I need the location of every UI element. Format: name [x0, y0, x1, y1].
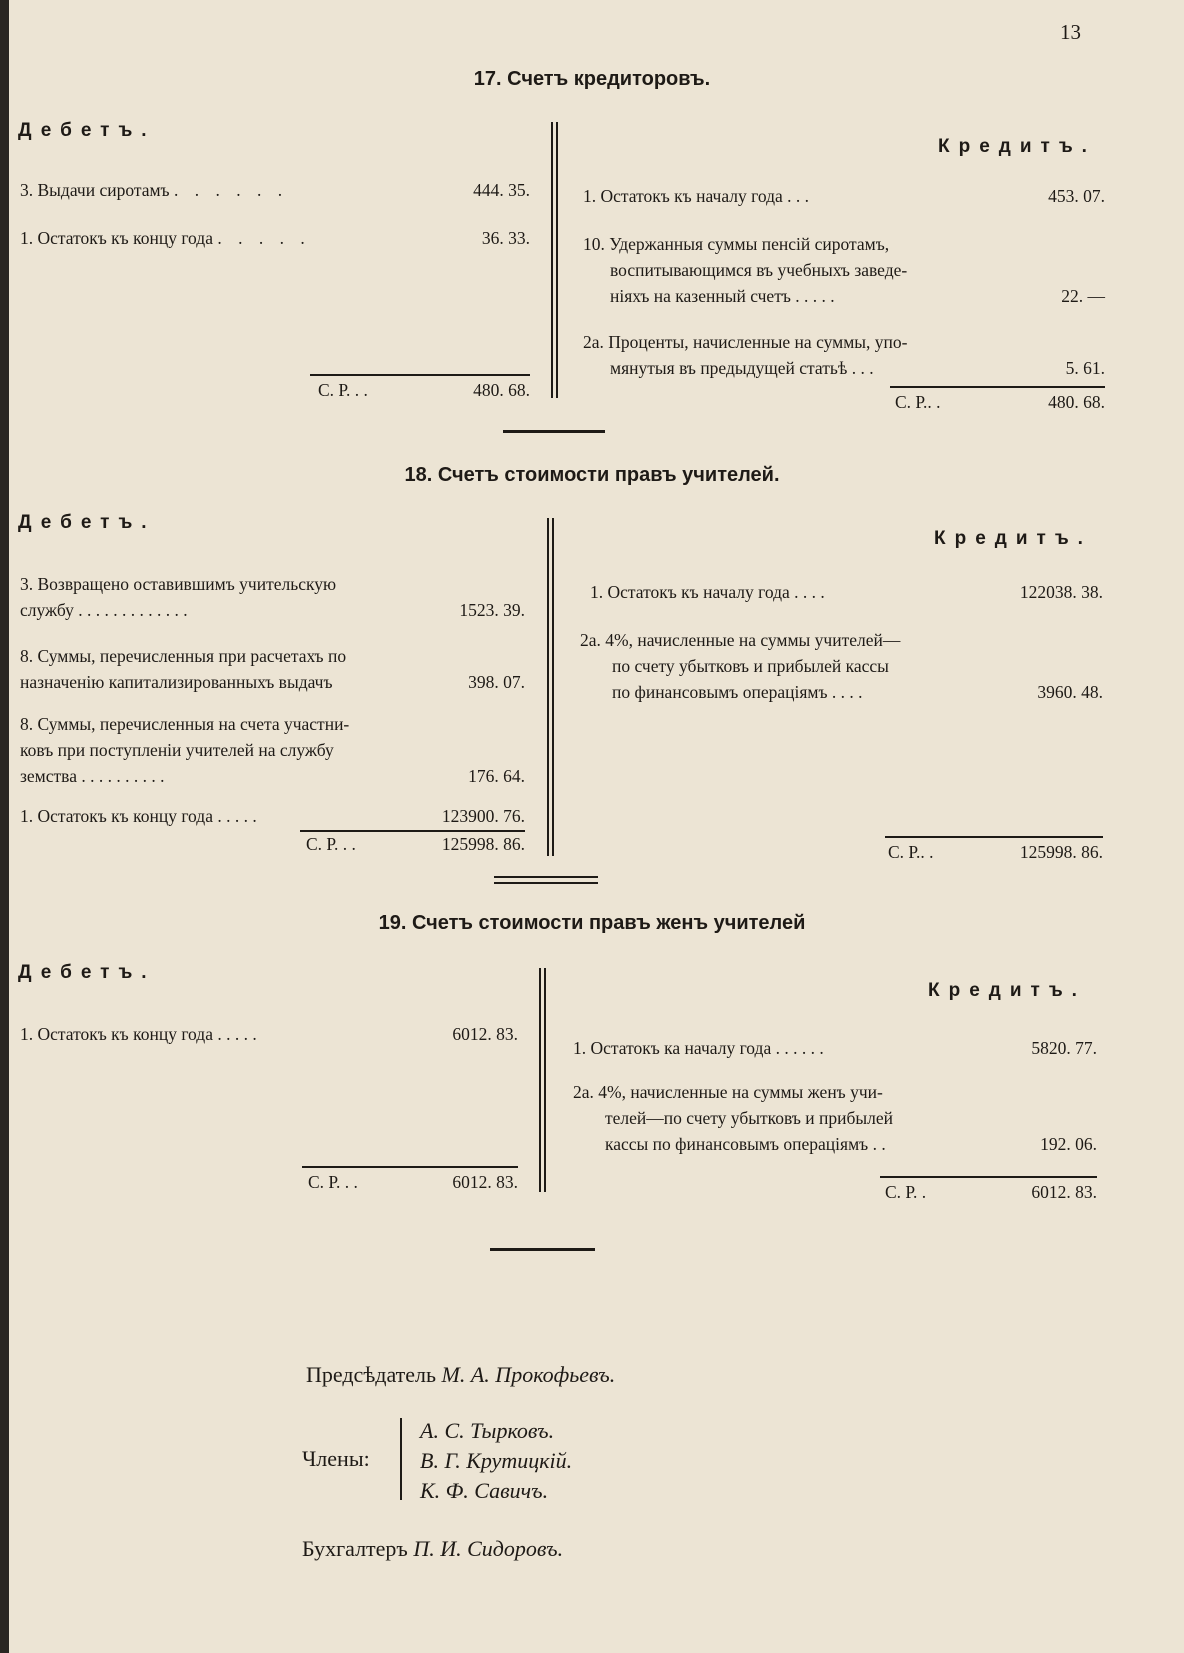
- account-18-debit-head: Дебетъ.: [18, 512, 156, 533]
- account-18-debit-total-rule: [300, 830, 525, 832]
- account-18-credit-total-amount: 125998. 86.: [1019, 842, 1103, 862]
- account-19-credit-amount: 192. 06.: [1040, 1134, 1097, 1154]
- section-separator: [494, 882, 598, 884]
- account-19-title: 19. Счетъ стоимости правъ женъ учителей: [378, 912, 806, 934]
- account-17-debit-total-amount: 480. 68.: [473, 380, 530, 400]
- account-17-credit-line: 10. Удержанныя суммы пенсій сиротамъ,: [583, 234, 890, 254]
- account-17-credit-amount: 453. 07.: [1048, 186, 1105, 206]
- account-17-debit-amount: 36. 33.: [481, 228, 530, 248]
- account-19-debit-amount: 6012. 83.: [452, 1024, 518, 1044]
- account-18-debit-line: ковъ при поступленіи учителей на службу: [20, 740, 334, 760]
- accountant-name: П. И. Сидоровъ.: [413, 1536, 564, 1561]
- accountant-signature: [302, 1536, 563, 1562]
- account-19-column-divider: [544, 968, 546, 1192]
- account-19-debit-line: 1. Остатокъ къ концу года . . . . .: [20, 1024, 257, 1044]
- account-17-debit-head: Дебетъ.: [18, 120, 156, 141]
- account-17-debit-total-label: С. Р. . .: [318, 380, 368, 400]
- account-19-credit-total-rule: [880, 1176, 1097, 1178]
- account-19-credit-line: телей—по счету убытковъ и прибылей: [605, 1108, 893, 1128]
- account-18-credit-line: 2а. 4%, начисленные на суммы учителей—: [580, 630, 901, 650]
- account-17-credit-head: Кредитъ.: [938, 136, 1096, 157]
- account-19-debit-total-amount: 6012. 83.: [452, 1172, 518, 1192]
- account-18-debit-amount: 123900. 76.: [441, 806, 525, 826]
- account-17-debit-amount: 444. 35.: [473, 180, 530, 200]
- members-brace: [400, 1418, 402, 1500]
- account-18-column-divider: [552, 518, 554, 856]
- account-18-credit-total-label: С. Р.. .: [888, 842, 934, 862]
- account-19-credit-amount: 5820. 77.: [1031, 1038, 1097, 1058]
- chairman-name: М. А. Прокофьевъ.: [441, 1362, 616, 1387]
- account-17-credit-total-amount: 480. 68.: [1048, 392, 1105, 412]
- account-19-column-divider: [539, 968, 541, 1192]
- account-18-debit-line: 1. Остатокъ къ концу года . . . . .: [20, 806, 257, 826]
- section-separator: [490, 1248, 595, 1251]
- account-19-credit-line: 1. Остатокъ ка началу года . . . . . .: [573, 1038, 824, 1058]
- account-18-debit-line: 8. Суммы, перечисленныя при расчетахъ по: [20, 646, 347, 666]
- account-17-debit-line: 1. Остатокъ къ концу года . . . . .: [20, 228, 311, 248]
- account-17-debit-total-rule: [310, 374, 530, 376]
- account-19-debit-total-rule: [302, 1166, 518, 1168]
- account-18-credit-total-rule: [885, 836, 1103, 838]
- account-19-credit-head: Кредитъ.: [928, 980, 1086, 1001]
- account-19-debit-total-label: С. Р. . .: [308, 1172, 358, 1192]
- account-18-title: 18. Счетъ стоимости правъ учителей.: [404, 464, 780, 486]
- account-19-credit-line: кассы по финансовымъ операціямъ . .: [605, 1134, 886, 1154]
- account-18-debit-amount: 398. 07.: [468, 672, 525, 692]
- account-19-credit-line: 2а. 4%, начисленные на суммы женъ учи-: [573, 1082, 883, 1102]
- account-17-credit-amount: 5. 61.: [1065, 358, 1105, 378]
- account-18-debit-line: земства . . . . . . . . . .: [20, 766, 165, 786]
- account-18-debit-amount: 176. 64.: [468, 766, 525, 786]
- account-17-credit-total-label: С. Р.. .: [895, 392, 941, 412]
- account-19-credit-total-label: С. Р. .: [885, 1182, 927, 1202]
- member-name: А. С. Тырковъ.: [420, 1418, 555, 1443]
- section-separator: [494, 876, 598, 878]
- account-18-debit-total-amount: 125998. 86.: [441, 834, 525, 854]
- chairman-signature: [306, 1362, 615, 1388]
- account-18-debit-line: службу . . . . . . . . . . . . .: [20, 600, 188, 620]
- account-17-title: 17. Счетъ кредиторовъ.: [473, 68, 711, 90]
- account-18-debit-amount: 1523. 39.: [459, 600, 525, 620]
- account-17-credit-line: воспитывающимся въ учебныхъ заведе-: [610, 260, 908, 280]
- account-18-credit-line: по финансовымъ операціямъ . . . .: [612, 682, 863, 702]
- account-17-credit-line: мянутыя въ предыдущей статьѣ . . .: [610, 358, 874, 378]
- page-number: 13: [1060, 20, 1081, 44]
- account-19-debit-head: Дебетъ.: [18, 962, 156, 983]
- account-19-credit-total-amount: 6012. 83.: [1031, 1182, 1097, 1202]
- account-18-credit-line: 1. Остатокъ къ началу года . . . .: [590, 582, 825, 602]
- account-17-credit-amount: 22. —: [1061, 286, 1105, 306]
- chairman-label: Предсѣдатель: [306, 1362, 437, 1387]
- account-17-credit-line: 2а. Проценты, начисленные на суммы, упо-: [583, 332, 908, 352]
- account-18-debit-total-label: С. Р. . .: [306, 834, 356, 854]
- member-name: К. Ф. Савичъ.: [420, 1478, 549, 1503]
- account-18-column-divider: [547, 518, 549, 856]
- page-spine: [0, 0, 9, 1653]
- account-18-credit-head: Кредитъ.: [934, 528, 1092, 549]
- section-separator: [503, 430, 605, 433]
- accountant-label: Бухгалтеръ: [302, 1536, 408, 1561]
- account-18-credit-amount: 122038. 38.: [1019, 582, 1103, 602]
- account-18-debit-line: назначенію капитализированныхъ выдачъ: [20, 672, 333, 692]
- account-17-column-divider: [556, 122, 558, 398]
- account-17-credit-line: 1. Остатокъ къ началу года . . .: [583, 186, 810, 206]
- account-17-credit-total-rule: [890, 386, 1105, 388]
- account-18-credit-line: по счету убытковъ и прибылей кассы: [612, 656, 889, 676]
- member-name: В. Г. Крутицкій.: [420, 1448, 573, 1473]
- account-17-debit-line: 3. Выдачи сиротамъ . . . . . .: [20, 180, 289, 200]
- account-18-debit-line: 3. Возвращено оставившимъ учительскую: [20, 574, 337, 594]
- account-17-column-divider: [551, 122, 553, 398]
- account-18-credit-amount: 3960. 48.: [1037, 682, 1103, 702]
- account-17-credit-line: ніяхъ на казенный счетъ . . . . .: [610, 286, 835, 306]
- members-label: Члены:: [302, 1446, 370, 1471]
- account-18-debit-line: 8. Суммы, перечисленныя на счета участни-: [20, 714, 350, 734]
